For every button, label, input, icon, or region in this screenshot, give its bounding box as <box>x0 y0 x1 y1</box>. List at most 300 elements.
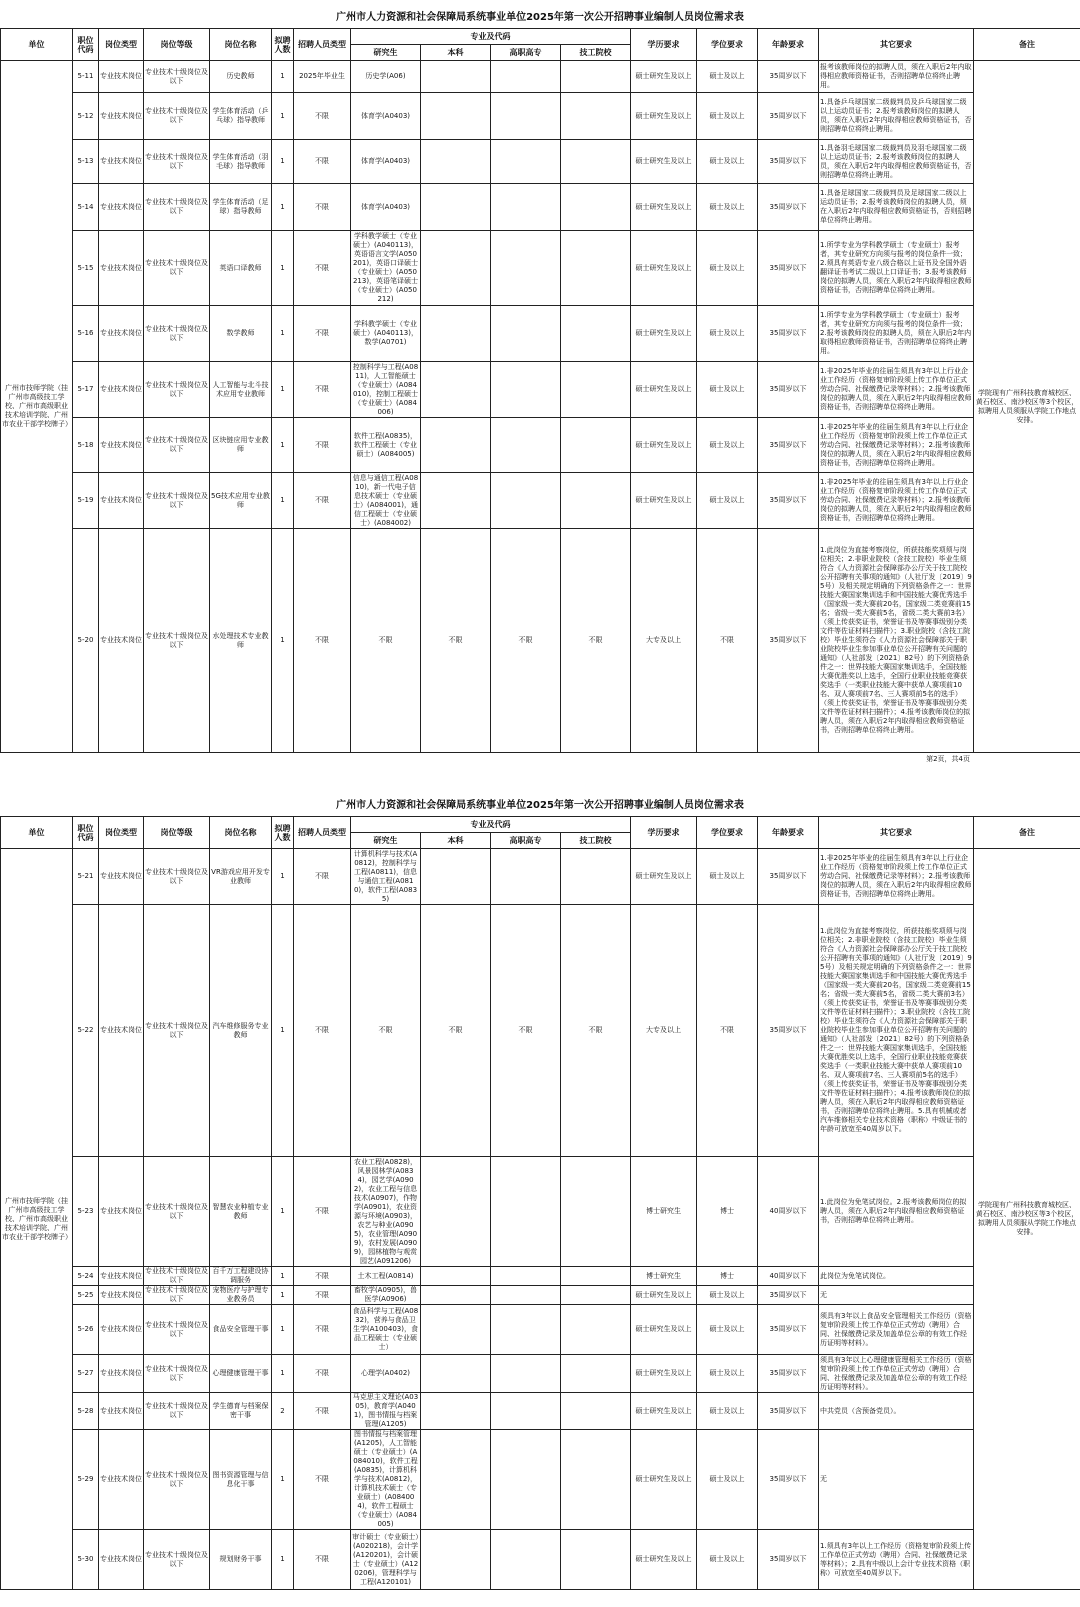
header-tech: 技工院校 <box>561 833 631 849</box>
header-level: 岗位等级 <box>144 29 210 61</box>
table-row <box>1 1430 1080 1530</box>
cell-edu: 硕士研究生及以上 <box>631 473 697 529</box>
cell-name: 图书资源管理与信息化干事 <box>210 1430 272 1530</box>
header-name: 岗位名称 <box>210 817 272 849</box>
cell-level: 专业技术十级岗位及以下 <box>144 418 210 473</box>
cell-bach <box>421 1530 491 1590</box>
cell-edu: 硕士研究生及以上 <box>631 849 697 905</box>
cell-bach <box>421 231 491 306</box>
sheet-page-2 <box>0 796 1080 1590</box>
cell-hv <box>491 184 561 231</box>
cell-deg: 硕士及以上 <box>697 61 758 93</box>
cell-edu: 博士研究生 <box>631 1157 697 1267</box>
cell-level: 专业技术十级岗位及以下 <box>144 529 210 753</box>
header-unit: 单位 <box>1 817 73 849</box>
cell-deg: 硕士及以上 <box>697 93 758 140</box>
cell-bach <box>421 849 491 905</box>
table-row <box>1 1305 1080 1355</box>
cell-grad: 学科教学硕士（专业硕士）(A040113)，数学(A0701) <box>351 306 421 362</box>
cell-cat: 不限 <box>294 473 351 529</box>
cell-bach <box>421 140 491 184</box>
cell-level: 专业技术十级岗位及以下 <box>144 905 210 1157</box>
cell-count: 1 <box>272 140 294 184</box>
cell-count: 1 <box>272 1267 294 1286</box>
table-row <box>1 231 1080 306</box>
cell-level: 专业技术十级岗位及以下 <box>144 231 210 306</box>
cell-code: 5-18 <box>73 418 99 473</box>
cell-other: 1.此岗位为直接考察岗位，所获技能奖项须与岗位相关；2.非职业院校（含技工院校）毕业生须符合《人力资源社会保障部办公厅关于技工院校公开招聘有关事项的通知》（人社厅发〔2019〕95号）及相关规定明确的下列资格条件之一：世界技能大赛国家集训选手和中国技能大赛优秀选手（国家级一类大赛前20名，国家级二类竞赛前15名；省级一类大赛前5名，省级二类大赛前3名）（须上传获奖证书，荣誉证书及等赛事级别分类文件等佐证材料扫描件）；3.职业院校（含技工院校）毕业生须符合《人力资源社会保障部关于职业院校毕业生参加事业单位公开招聘有关问题的通知》（人社部发〔2021〕82号）的下列资格条件之一：世界技能大赛国家集训选手，全国技能大赛优胜奖以上选手，全国行业职业技能竞赛获奖选手（一类职业技能大赛中获单人赛项前10名、双人赛项前7名、三人赛项前5名的选手）（须上传获奖证书，荣誉证书及等赛事级别分类文件等佐证材料扫描件）；4.报考该教师岗位的拟聘人员，须在入职后2年内取得相应教师资格证书，否则招聘单位将终止聘用。 <box>819 529 974 753</box>
cell-cat: 不限 <box>294 849 351 905</box>
cell-count: 1 <box>272 473 294 529</box>
cell-tech <box>561 1430 631 1530</box>
cell-tech: 不限 <box>561 529 631 753</box>
cell-code: 5-13 <box>73 140 99 184</box>
cell-grad: 计算机科学与技术(A0812)，控制科学与工程(A0811)，信息与通信工程(A0810)，软件工程(A0835) <box>351 849 421 905</box>
cell-tech <box>561 1286 631 1305</box>
header-level: 岗位等级 <box>144 817 210 849</box>
cell-code: 5-20 <box>73 529 99 753</box>
cell-age: 35周岁以下 <box>758 231 819 306</box>
cell-name: 历史教师 <box>210 61 272 93</box>
cell-tech: 不限 <box>561 905 631 1157</box>
cell-tech <box>561 306 631 362</box>
cell-other: 中共党员（含预备党员）。 <box>819 1393 974 1430</box>
cell-hv <box>491 1430 561 1530</box>
cell-count: 1 <box>272 231 294 306</box>
cell-type: 专业技术岗位 <box>99 93 144 140</box>
cell-code: 5-26 <box>73 1305 99 1355</box>
cell-code: 5-24 <box>73 1267 99 1286</box>
cell-bach <box>421 473 491 529</box>
header-major-group: 专业及代码 <box>351 29 631 45</box>
cell-level: 专业技术十级岗位及以下 <box>144 140 210 184</box>
cell-bach <box>421 1430 491 1530</box>
cell-count: 1 <box>272 1430 294 1530</box>
cell-grad: 学科教学硕士（专业硕士）(A040113)，英语语言文学(A050201)，英语口译硕士（专业硕士）(A050213)，英语笔译硕士（专业硕士）(A050212) <box>351 231 421 306</box>
cell-name: 水处理技术专业教师 <box>210 529 272 753</box>
cell-cat: 不限 <box>294 1157 351 1267</box>
cell-hv <box>491 140 561 184</box>
cell-hv <box>491 93 561 140</box>
cell-grad: 不限 <box>351 905 421 1157</box>
header-count: 拟聘人数 <box>272 29 294 61</box>
cell-code: 5-21 <box>73 849 99 905</box>
cell-cat: 不限 <box>294 1355 351 1393</box>
cell-count: 2 <box>272 1393 294 1430</box>
cell-cat: 不限 <box>294 1430 351 1530</box>
header-grad: 研究生 <box>351 45 421 61</box>
cell-code: 5-16 <box>73 306 99 362</box>
header-other: 其它要求 <box>819 29 974 61</box>
cell-other: 1.所学专业为学科教学硕士（专业硕士）报考者，其专业研究方向须与报考的岗位条件一致；2.报考该教师岗位的拟聘人员，须在入职后2年内取得相应教师资格证书，否则招聘单位将终止聘用。 <box>819 306 974 362</box>
header-edu: 学历要求 <box>631 29 697 61</box>
cell-tech <box>561 184 631 231</box>
header-unit: 单位 <box>1 29 73 61</box>
cell-level: 专业技术十级岗位及以下 <box>144 1530 210 1590</box>
cell-deg: 硕士及以上 <box>697 1530 758 1590</box>
header-code: 职位代码 <box>73 29 99 61</box>
cell-bach <box>421 1267 491 1286</box>
cell-bach <box>421 1305 491 1355</box>
cell-cat: 不限 <box>294 362 351 418</box>
cell-bach <box>421 1157 491 1267</box>
cell-count: 1 <box>272 1286 294 1305</box>
cell-other: 须具有3年以上心理健康管理相关工作经历（资格复审阶段须上传工作单位正式劳动（聘用）合同、社保缴费记录及加盖单位公章的有效工作经历证明等材料）。 <box>819 1355 974 1393</box>
table-row <box>1 93 1080 140</box>
table-row <box>1 1267 1080 1286</box>
cell-edu: 硕士研究生及以上 <box>631 1305 697 1355</box>
header-count: 拟聘人数 <box>272 817 294 849</box>
header-remark: 备注 <box>974 29 1080 61</box>
cell-name: 区块链应用专业教师 <box>210 418 272 473</box>
cell-name: 数学教师 <box>210 306 272 362</box>
header-deg: 学位要求 <box>697 817 758 849</box>
cell-code: 5-22 <box>73 905 99 1157</box>
cell-edu: 硕士研究生及以上 <box>631 93 697 140</box>
cell-type: 专业技术岗位 <box>99 1305 144 1355</box>
cell-hv <box>491 362 561 418</box>
cell-age: 35周岁以下 <box>758 418 819 473</box>
table-row <box>1 1355 1080 1393</box>
cell-code: 5-23 <box>73 1157 99 1267</box>
cell-grad: 马克思主义理论(A0305)，教育学(A0401)，图书情报与档案管理(A1205) <box>351 1393 421 1430</box>
cell-deg: 硕士及以上 <box>697 1286 758 1305</box>
cell-other: 1.具备羽毛球国家二级裁判员及羽毛球国家二级以上运动员证书；2.报考该教师岗位的拟聘人员，须在入职后2年内取得相应教师资格证书，否则招聘单位将终止聘用。 <box>819 140 974 184</box>
cell-tech <box>561 1393 631 1430</box>
cell-cat: 不限 <box>294 306 351 362</box>
cell-other: 无 <box>819 1286 974 1305</box>
table-row <box>1 473 1080 529</box>
cell-type: 专业技术岗位 <box>99 473 144 529</box>
cell-grad: 不限 <box>351 529 421 753</box>
cell-age: 35周岁以下 <box>758 905 819 1157</box>
cell-level: 专业技术十级岗位及以下 <box>144 184 210 231</box>
cell-edu: 硕士研究生及以上 <box>631 1355 697 1393</box>
cell-cat: 不限 <box>294 418 351 473</box>
cell-age: 35周岁以下 <box>758 93 819 140</box>
table-row <box>1 61 1080 93</box>
cell-code: 5-11 <box>73 61 99 93</box>
cell-type: 专业技术岗位 <box>99 418 144 473</box>
cell-hv <box>491 1355 561 1393</box>
cell-tech <box>561 362 631 418</box>
cell-type: 专业技术岗位 <box>99 1530 144 1590</box>
cell-tech <box>561 231 631 306</box>
cell-bach <box>421 184 491 231</box>
remark-cell: 学院现有广州科技教育城校区、黄石校区、南沙校区等3个校区，拟聘用人员须服从学院工作地点安排。 <box>974 61 1080 753</box>
cell-count: 1 <box>272 362 294 418</box>
cell-other: 1.非2025年毕业的往届生须具有3年以上行业企业工作经历（资格复审阶段须上传工作单位正式劳动合同、社保缴费记录等材料）；2.报考该教师岗位的拟聘人员，须在入职后2年内取得相应教师资格证书，否则招聘单位将终止聘用。 <box>819 362 974 418</box>
header-edu: 学历要求 <box>631 817 697 849</box>
cell-age: 35周岁以下 <box>758 184 819 231</box>
cell-deg: 硕士及以上 <box>697 231 758 306</box>
cell-age: 35周岁以下 <box>758 306 819 362</box>
cell-hv <box>491 231 561 306</box>
cell-type: 专业技术岗位 <box>99 1430 144 1530</box>
cell-level: 专业技术十级岗位及以下 <box>144 1430 210 1530</box>
cell-bach <box>421 1393 491 1430</box>
cell-other: 1.具备足球国家二级裁判员及足球国家二级以上运动员证书；2.报考该教师岗位的拟聘人员，须在入职后2年内取得相应教师资格证书，否则招聘单位将终止聘用。 <box>819 184 974 231</box>
cell-age: 35周岁以下 <box>758 140 819 184</box>
cell-age: 35周岁以下 <box>758 1355 819 1393</box>
positions-table-2 <box>0 816 1080 1590</box>
cell-cat: 不限 <box>294 140 351 184</box>
cell-grad: 农业工程(A0828)，风景园林学(A0834)，园艺学(A0902)，农业工程与信息技术(A0907)，作物学(A0901)，农业资源与环境(A0903)，农艺与种业(A0905)，农业管理(A0909)，农村发展(A0909)，园林植物与观赏园艺(A091206) <box>351 1157 421 1267</box>
cell-deg: 硕士及以上 <box>697 849 758 905</box>
cell-grad: 软件工程(A0835)，软件工程硕士（专业硕士）(A084005) <box>351 418 421 473</box>
cell-type: 专业技术岗位 <box>99 140 144 184</box>
cell-deg: 硕士及以上 <box>697 1355 758 1393</box>
cell-other: 此岗位为免笔试岗位。 <box>819 1267 974 1286</box>
cell-grad: 食品科学与工程(A0832)，营养与食品卫生学(A100403)，食品工程硕士（专业硕士） <box>351 1305 421 1355</box>
header-deg: 学位要求 <box>697 29 758 61</box>
cell-level: 专业技术十级岗位及以下 <box>144 1393 210 1430</box>
cell-deg: 博士 <box>697 1157 758 1267</box>
header-other: 其它要求 <box>819 817 974 849</box>
page-1-title: 广州市人力资源和社会保障局系统事业单位2025年第一次公开招聘事业编制人员岗位需求表 <box>336 12 744 23</box>
cell-code: 5-28 <box>73 1393 99 1430</box>
cell-type: 专业技术岗位 <box>99 529 144 753</box>
cell-level: 专业技术十级岗位及以下 <box>144 1157 210 1267</box>
cell-bach <box>421 1355 491 1393</box>
cell-hv <box>491 1267 561 1286</box>
unit-cell: 广州市技师学院（挂广州市高级技工学校、广州市高级职业技术培训学院、广州市农业干部学校牌子） <box>1 61 73 753</box>
cell-hv: 不限 <box>491 529 561 753</box>
cell-level: 专业技术十级岗位及以下 <box>145 1267 208 1284</box>
cell-hv <box>491 1530 561 1590</box>
cell-level: 专业技术十级岗位及以下 <box>144 93 210 140</box>
cell-code: 5-12 <box>73 93 99 140</box>
header-type: 岗位类型 <box>99 29 144 61</box>
cell-level: 专业技术十级岗位及以下 <box>144 1305 210 1355</box>
cell-type: 专业技术岗位 <box>99 1267 144 1286</box>
cell-type: 专业技术岗位 <box>99 1355 144 1393</box>
cell-age: 40周岁以下 <box>758 1157 819 1267</box>
header-remark: 备注 <box>974 817 1080 849</box>
positions-body-1 <box>1 61 1080 753</box>
positions-table-1 <box>0 28 1080 753</box>
cell-edu: 硕士研究生及以上 <box>631 140 697 184</box>
cell-code: 5-25 <box>73 1286 99 1305</box>
header-age: 年龄要求 <box>758 29 819 61</box>
cell-bach <box>421 362 491 418</box>
cell-code: 5-27 <box>73 1355 99 1393</box>
cell-tech <box>561 1267 631 1286</box>
cell-edu: 硕士研究生及以上 <box>631 184 697 231</box>
cell-cat: 不限 <box>294 231 351 306</box>
cell-age: 35周岁以下 <box>758 529 819 753</box>
cell-deg: 硕士及以上 <box>697 1393 758 1430</box>
cell-deg: 硕士及以上 <box>697 140 758 184</box>
cell-grad: 控制科学与工程(A0811)，人工智能硕士（专业硕士）(A084010)，控制工程硕士（专业硕士）(A084006) <box>351 362 421 418</box>
cell-tech <box>561 1530 631 1590</box>
cell-grad: 信息与通信工程(A0810)，新一代电子信息技术硕士（专业硕士）(A084001)，通信工程硕士（专业硕士）(A084002) <box>351 473 421 529</box>
header-tech: 技工院校 <box>561 45 631 61</box>
cell-cat: 不限 <box>294 93 351 140</box>
page-2-title: 广州市人力资源和社会保障局系统事业单位2025年第一次公开招聘事业编制人员岗位需求表 <box>336 800 744 811</box>
cell-grad: 体育学(A0403) <box>351 140 421 184</box>
cell-other: 1.非2025年毕业的往届生须具有3年以上行业企业工作经历（资格复审阶段须上传工作单位正式劳动合同、社保缴费记录等材料）；2.报考该教师岗位的拟聘人员，须在入职后2年内取得相应教师资格证书，否则招聘单位将终止聘用。 <box>819 849 974 905</box>
cell-age: 35周岁以下 <box>758 1530 819 1590</box>
cell-deg: 硕士及以上 <box>697 184 758 231</box>
cell-edu: 硕士研究生及以上 <box>631 231 697 306</box>
cell-type: 专业技术岗位 <box>99 306 144 362</box>
cell-count: 1 <box>272 1530 294 1590</box>
cell-type: 专业技术岗位 <box>99 1286 144 1305</box>
cell-count: 1 <box>272 418 294 473</box>
cell-edu: 博士研究生 <box>631 1267 697 1286</box>
remark-cell: 学院现有广州科技教育城校区、黄石校区、南沙校区等3个校区，拟聘用人员须服从学院工作地点安排。 <box>974 849 1080 1590</box>
cell-count: 1 <box>272 849 294 905</box>
cell-name: 学生德育与档案保密干事 <box>210 1393 272 1430</box>
table-row <box>1 1393 1080 1430</box>
cell-cat: 不限 <box>294 1530 351 1590</box>
cell-hv <box>491 849 561 905</box>
cell-bach: 不限 <box>421 529 491 753</box>
table-row <box>1 849 1080 905</box>
cell-name: 规划财务干事 <box>210 1530 272 1590</box>
cell-bach <box>421 93 491 140</box>
cell-level: 专业技术十级岗位及以下 <box>144 473 210 529</box>
unit-cell: 广州市技师学院（挂广州市高级技工学校、广州市高级职业技术培训学院、广州市农业干部学校牌子） <box>1 849 73 1590</box>
cell-name: VR游戏应用开发专业教师 <box>210 849 272 905</box>
cell-other: 1.此岗位为直接考察岗位，所获技能奖项须与岗位相关；2.非职业院校（含技工院校）毕业生须符合《人力资源社会保障部办公厅关于技工院校公开招聘有关事项的通知》（人社厅发〔2019〕95号）及相关规定明确的下列资格条件之一：世界技能大赛国家集训选手和中国技能大赛优秀选手（国家级一类大赛前20名，国家级二类竞赛前15名；省级一类大赛前5名，省级二类大赛前3名）（须上传获奖证书，荣誉证书及等赛事级别分类文件等佐证材料扫描件）；3.职业院校（含技工院校）毕业生须符合《人力资源社会保障部关于职业院校毕业生参加事业单位公开招聘有关问题的通知》（人社部发〔2021〕82号）的下列资格条件之一：世界技能大赛国家集训选手，全国技能大赛优胜奖以上选手，全国行业职业技能竞赛获奖选手（一类职业技能大赛中获单人赛项前10名、双人赛项前7名、三人赛项前5名的选手）（须上传获奖证书，荣誉证书及等赛事级别分类文件等佐证材料扫描件）；4.报考该教师岗位的拟聘人员，须在入职后2年内取得相应教师资格证书，否则招聘单位将终止聘用。5.具有机械或者汽车维修相关专业技术资格（职称）中级证书的年龄可放宽至40周岁以下。 <box>819 905 974 1157</box>
sheet-page-1 <box>0 8 1080 765</box>
header-bach: 本科 <box>421 833 491 849</box>
cell-code: 5-17 <box>73 362 99 418</box>
cell-grad: 土木工程(A0814) <box>351 1267 421 1286</box>
cell-type: 专业技术岗位 <box>99 184 144 231</box>
cell-name: 人工智能与北斗技术应用专业教师 <box>210 362 272 418</box>
cell-type: 专业技术岗位 <box>99 1393 144 1430</box>
cell-deg: 硕士及以上 <box>697 418 758 473</box>
cell-deg: 不限 <box>697 529 758 753</box>
table-row <box>1 905 1080 1157</box>
header-bach: 本科 <box>421 45 491 61</box>
cell-hv <box>491 1393 561 1430</box>
cell-name: 食品安全管理干事 <box>210 1305 272 1355</box>
cell-other: 须具有3年以上食品安全管理相关工作经历（资格复审阶段须上传工作单位正式劳动（聘用）合同、社保缴费记录及加盖单位公章的有效工作经历证明等材料）。 <box>819 1305 974 1355</box>
cell-tech <box>561 849 631 905</box>
cell-level: 专业技术十级岗位及以下 <box>145 1286 208 1303</box>
cell-edu: 硕士研究生及以上 <box>631 1430 697 1530</box>
cell-cat: 2025年毕业生 <box>294 61 351 93</box>
cell-count: 1 <box>272 1355 294 1393</box>
cell-deg: 硕士及以上 <box>697 1430 758 1530</box>
cell-code: 5-15 <box>73 231 99 306</box>
cell-age: 35周岁以下 <box>758 61 819 93</box>
header-hv: 高职高专 <box>491 45 561 61</box>
cell-count: 1 <box>272 1157 294 1267</box>
table-row <box>1 1530 1080 1590</box>
cell-other: 无 <box>819 1430 974 1530</box>
table-row <box>1 418 1080 473</box>
cell-age: 35周岁以下 <box>758 849 819 905</box>
cell-hv <box>491 1305 561 1355</box>
table-row <box>1 184 1080 231</box>
cell-age: 35周岁以下 <box>758 1430 819 1530</box>
cell-code: 5-14 <box>73 184 99 231</box>
cell-other: 1.所学专业为学科教学硕士（专业硕士）报考者，其专业研究方向须与报考的岗位条件一致；2.须具有英语专业八级合格以上证书及全国外语翻译证书考试二级以上口译证书；3.报考该教师岗位的拟聘人员，须在入职后2年内取得相应教师资格证书，否则招聘单位将终止聘用。 <box>819 231 974 306</box>
header-code: 职位代码 <box>73 817 99 849</box>
cell-tech <box>561 1157 631 1267</box>
cell-other: 1.此岗位为免笔试岗位。2.报考该教师岗位的拟聘人员，须在入职后2年内取得相应教师资格证书，否则招聘单位将终止聘用。 <box>819 1157 974 1267</box>
cell-age: 35周岁以下 <box>758 473 819 529</box>
cell-grad: 体育学(A0403) <box>351 184 421 231</box>
cell-other: 1.具备乒乓球国家二级裁判员及乒乓球国家二级以上运动员证书；2.报考该教师岗位的拟聘人员，须在入职后2年内取得相应教师资格证书，否则招聘单位将终止聘用。 <box>819 93 974 140</box>
cell-name: 学生体育活动（乒乓球）指导教师 <box>210 93 272 140</box>
cell-tech <box>561 473 631 529</box>
cell-count: 1 <box>272 529 294 753</box>
cell-name: 智慧农业种植专业教师 <box>210 1157 272 1267</box>
cell-age: 35周岁以下 <box>758 362 819 418</box>
cell-tech <box>561 418 631 473</box>
cell-name: 学生体育活动（足球）指导教师 <box>210 184 272 231</box>
cell-age: 35周岁以下 <box>758 1286 819 1305</box>
cell-bach <box>421 1286 491 1305</box>
table-row <box>1 1157 1080 1267</box>
cell-tech <box>561 1355 631 1393</box>
cell-level: 专业技术十级岗位及以下 <box>144 849 210 905</box>
cell-hv <box>491 61 561 93</box>
cell-bach <box>421 61 491 93</box>
cell-code: 5-29 <box>73 1430 99 1530</box>
cell-hv <box>491 1157 561 1267</box>
cell-count: 1 <box>272 1305 294 1355</box>
table-row <box>1 529 1080 753</box>
header-grad: 研究生 <box>351 833 421 849</box>
header-name: 岗位名称 <box>210 29 272 61</box>
cell-type: 专业技术岗位 <box>99 849 144 905</box>
cell-level: 专业技术十级岗位及以下 <box>144 362 210 418</box>
cell-count: 1 <box>272 184 294 231</box>
cell-grad: 图书情报与档案管理(A1205)，人工智能硕士（专业硕士）(A084010)，软件工程(A0835)，计算机科学与技术(A0812)，计算机技术硕士（专业硕士）(A084004)，软件工程硕士（专业硕士）(A084005) <box>351 1430 421 1530</box>
cell-level: 专业技术十级岗位及以下 <box>144 61 210 93</box>
cell-type: 专业技术岗位 <box>99 1157 144 1267</box>
cell-grad: 畜牧学(A0905)，兽医学(A0906) <box>351 1286 421 1305</box>
cell-grad: 心理学(A0402) <box>351 1355 421 1393</box>
cell-age: 35周岁以下 <box>758 1305 819 1355</box>
cell-hv <box>491 473 561 529</box>
cell-name: 5G技术应用专业教师 <box>210 473 272 529</box>
cell-other: 1.非2025年毕业的往届生须具有3年以上行业企业工作经历（资格复审阶段须上传工作单位正式劳动合同、社保缴费记录等材料）；2.报考该教师岗位的拟聘人员，须在入职后2年内取得相应教师资格证书，否则招聘单位将终止聘用。 <box>819 418 974 473</box>
cell-edu: 硕士研究生及以上 <box>631 1530 697 1590</box>
cell-hv <box>491 306 561 362</box>
cell-edu: 硕士研究生及以上 <box>631 418 697 473</box>
cell-count: 1 <box>272 93 294 140</box>
cell-deg: 硕士及以上 <box>697 306 758 362</box>
cell-level: 专业技术十级岗位及以下 <box>144 1355 210 1393</box>
cell-tech <box>561 61 631 93</box>
cell-cat: 不限 <box>294 1267 351 1286</box>
cell-name: 汽车维修服务专业教师 <box>210 905 272 1157</box>
cell-name: 英语口译教师 <box>210 231 272 306</box>
cell-type: 专业技术岗位 <box>99 61 144 93</box>
table-row <box>1 1286 1080 1305</box>
cell-edu: 硕士研究生及以上 <box>631 1393 697 1430</box>
cell-hv <box>491 418 561 473</box>
cell-level: 专业技术十级岗位及以下 <box>144 306 210 362</box>
cell-hv: 不限 <box>491 905 561 1157</box>
cell-tech <box>561 93 631 140</box>
cell-bach <box>421 418 491 473</box>
table-row <box>1 306 1080 362</box>
cell-name: 宠物医疗与护理专业教务员 <box>210 1286 272 1305</box>
cell-edu: 硕士研究生及以上 <box>631 306 697 362</box>
cell-hv <box>491 1286 561 1305</box>
cell-grad: 体育学(A0403) <box>351 93 421 140</box>
cell-type: 专业技术岗位 <box>99 362 144 418</box>
